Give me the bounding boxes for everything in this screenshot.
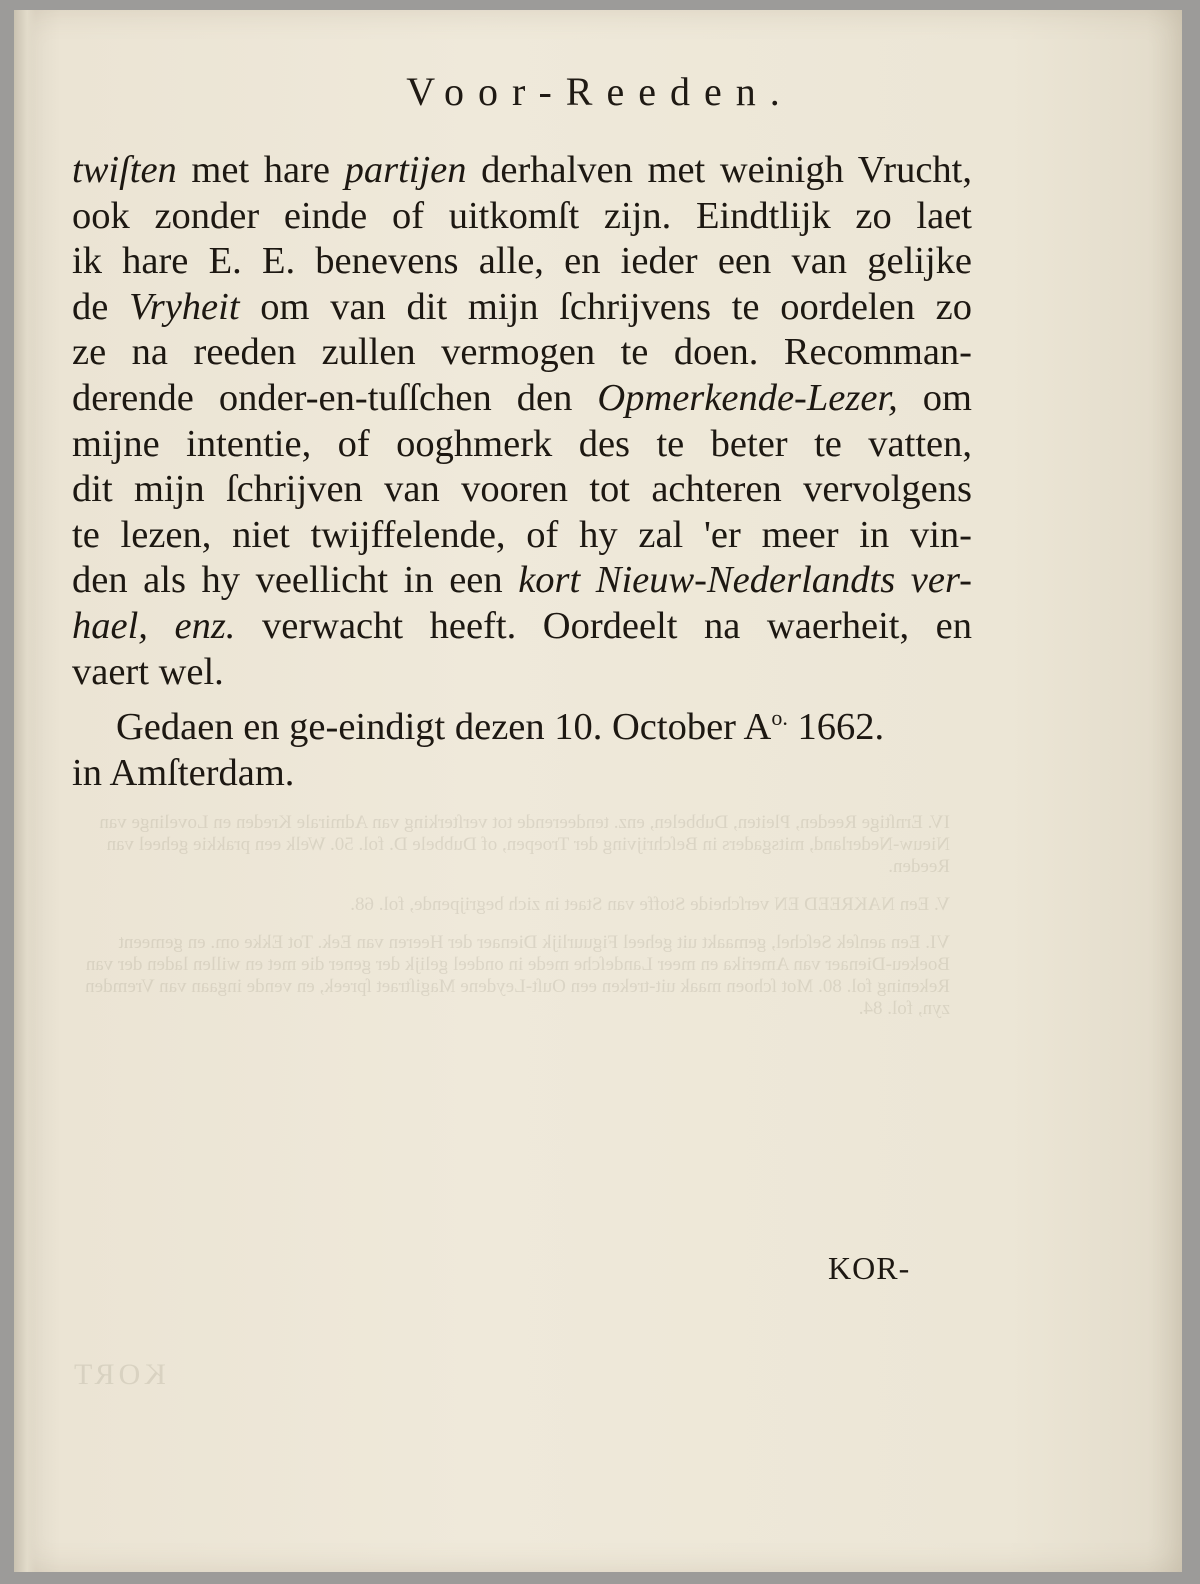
text-line bbox=[72, 558, 972, 604]
text-line bbox=[72, 422, 972, 468]
text-run: met hare bbox=[176, 149, 345, 191]
text-line bbox=[72, 285, 972, 331]
text-run: ook zonder einde of uitkomſt zijn. Eindtlijk zo laet bbox=[72, 194, 972, 237]
catchword: KOR- bbox=[828, 1250, 911, 1286]
closing-place-line: in Amſterdam. bbox=[72, 751, 295, 794]
closing-date-text: Gedaen en ge-eindigt dezen 10. October A bbox=[116, 706, 772, 749]
text-run: verwacht heeft. Oordeelt na waerheit, en bbox=[235, 604, 972, 647]
italic-phrase: hael, enz. bbox=[72, 604, 236, 647]
text-run: om van dit mijn ſchrijvens te oordelen zo bbox=[239, 285, 973, 328]
text-line bbox=[72, 148, 972, 194]
text-run: derhalven met weinigh Vrucht, bbox=[466, 149, 972, 191]
italic-phrase: twiſten bbox=[72, 149, 177, 191]
closing-year: 1662. bbox=[787, 706, 885, 749]
text-run: de bbox=[72, 285, 130, 328]
text-line bbox=[72, 467, 972, 513]
text-line bbox=[72, 330, 972, 376]
text-run: mijne intentie, of ooghmerk des te beter te vatten, bbox=[72, 422, 972, 465]
italic-phrase: Vryheit bbox=[129, 285, 240, 328]
running-head: Voor-Reeden. bbox=[406, 69, 794, 114]
text-run: ik hare E. E. benevens alle, en ieder een van gelijke bbox=[72, 240, 972, 283]
text-run: ze na reeden zullen vermogen te doen. Recomman- bbox=[72, 331, 972, 374]
text-line bbox=[72, 604, 972, 650]
text-line bbox=[72, 239, 972, 285]
text-run: te lezen, niet twijffelende, of hy zal 'er meer in vin- bbox=[72, 513, 972, 556]
closing-date-line bbox=[72, 695, 972, 751]
text-line bbox=[72, 513, 972, 559]
text-run: den als hy veellicht in een bbox=[72, 559, 519, 602]
text-line bbox=[72, 194, 972, 240]
body-text bbox=[72, 148, 972, 796]
page-gutter bbox=[14, 10, 36, 1572]
text-run: dit mijn ſchrijven van vooren tot achteren vervolgens bbox=[72, 468, 972, 511]
italic-phrase: partijen bbox=[344, 149, 467, 191]
anno-superscript: o. bbox=[771, 705, 788, 731]
italic-phrase: Opmerkende-Lezer, bbox=[597, 376, 898, 419]
text-line bbox=[72, 650, 972, 696]
text-run: om bbox=[897, 376, 972, 419]
show-through-catchword: KORT bbox=[70, 1358, 166, 1391]
show-through-text: IV. Ernſtige Reeden, Pleiten, Dubbelen, enz. tendeerende tot verſterking van Admirale Kreden en Lovelinge van Nieuw-Nederland, mitsgaders in Beſchrijving der Troepen, of Dubbele D. fol. 50. Welk een prakkie geheel van Reeden. V. Een NAKREED EN verſcheide Stoffe van Staet in zich begrijpende, fol. 68. VI. Een aenſek Seſchel, gemaakt uit geheel Figuurlijk Dienaer der Heeren van Eek. Tot Ekke om. en gemeent Boekeu-Dienaer van Amerika en meer Landeſche mede in ondeel gelijk der gener die met en willen laden der van Rekening fol. 80. Mot ſchoen maak uit-treken een Ouſt-Leydene Magiſtraet ſpreek, en vende ingaan van Vremden zyn, fol. 84. bbox=[85, 812, 950, 1019]
italic-phrase: kort Nieuw-Nederlandts ver- bbox=[518, 559, 972, 602]
text-run: derende onder-en-tuſſchen den bbox=[72, 376, 598, 419]
text-line bbox=[72, 376, 972, 422]
text-run: vaert wel. bbox=[72, 650, 224, 693]
